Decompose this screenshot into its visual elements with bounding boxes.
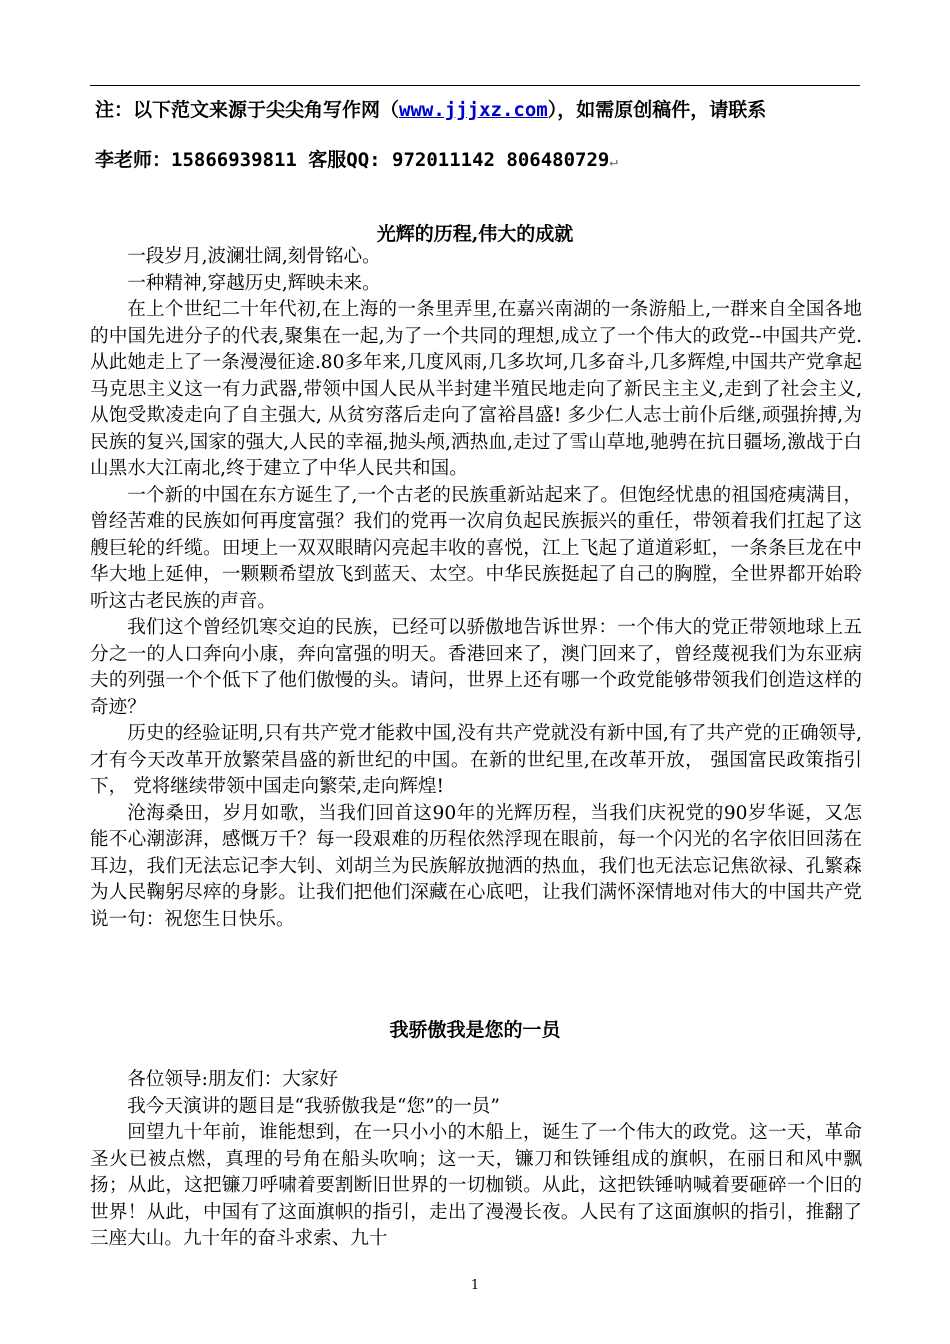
- article1-body: [90, 244, 862, 933]
- contact-line: [95, 148, 875, 174]
- article2-paragraph: 各位领导:朋友们：大家好: [127, 1069, 338, 1090]
- article2-title: 我骄傲我是您的一员: [389, 1019, 561, 1041]
- article2-body: [90, 1067, 862, 1253]
- contact-text: 李老师：15866939811 客服QQ: 972011142 806480729: [95, 149, 610, 171]
- source-link[interactable]: www.jjjxz.com: [399, 99, 548, 121]
- source-note: [95, 98, 875, 122]
- article2-paragraph: 我今天演讲的题目是“我骄傲我是“您”的一员”: [127, 1095, 500, 1117]
- article1-paragraph: 一段岁月,波澜壮阔,刻骨铭心。: [127, 246, 381, 267]
- article1-paragraph: 一个新的中国在东方诞生了,一个古老的民族重新站起来了。但饱经忧患的祖国疮痍满目，曾经苦难的民族如何再度富强？我们的党再一次肩负起民族振兴的重任，带领着我们扛起了这艘巨轮的纤缆。田埂上一双双眼睛闪亮起丰收的喜悦，江上飞起了道道彩虹，一条条巨龙在中华大地上延伸，一颗颗希望放飞到蓝天、太空。中华民族挺起了自己的胸膛，全世界都开始聆听这古老民族的声音。: [90, 484, 862, 612]
- header-rule: [90, 85, 860, 86]
- paragraph-mark: ↵: [609, 154, 618, 170]
- article1-paragraph: 沧海桑田，岁月如歌，当我们回首这90年的光辉历程，当我们庆祝党的90岁华诞，又怎能不心潮澎湃，感慨万千？每一段艰难的历程依然浮现在眼前，每一个闪光的名字依旧回荡在耳边，我们无法忘记李大钊、刘胡兰为民族解放抛洒的热血，我们也无法忘记焦欲禄、孔繁森为人民鞠躬尽瘁的身影。让我们把他们深藏在心底吧，让我们满怀深情地对伟大的中国共产党说一句：祝您生日快乐。: [90, 802, 862, 930]
- article1-title: 光辉的历程,伟大的成就: [376, 223, 574, 245]
- article1-paragraph: 历史的经验证明,只有共产党才能救中国,没有共产党就没有新中国,有了共产党的正确领导,才有今天改革开放繁荣昌盛的新世纪的中国。在新的世纪里,在改革开放， 强国富民政策指引下， 党将继续带领中国走向繁荣,走向辉煌!: [90, 723, 862, 797]
- article1-paragraph: 在上个世纪二十年代初,在上海的一条里弄里,在嘉兴南湖的一条游船上,一群来自全国各地的中国先进分子的代表,聚集在一起,为了一个共同的理想,成立了一个伟大的政党--中国共产党.从此她走上了一条漫漫征途.80多年来,几度风雨,几多坎坷,几多奋斗,几多辉煌,中国共产党拿起马克思主义这一有力武器,带领中国人民从半封建半殖民地走向了新民主主义,走到了社会主义,从饱受欺凌走向了自主强大, 从贫穷落后走向了富裕昌盛! 多少仁人志士前仆后继,顽强拚搏,为民族的复兴,国家的强大,人民的幸福,抛头颅,洒热血,走过了雪山草地,驰骋在抗日疆场,激战于白山黑水大江南北,终于建立了中华人民共和国。: [90, 299, 862, 479]
- page-number: 1: [470, 1278, 480, 1293]
- article2-paragraph: 回望九十年前，谁能想到，在一只小小的木船上，诞生了一个伟大的政党。这一天，革命圣火已被点燃，真理的号角在船头吹响；这一天，镰刀和铁锤组成的旗帜，在丽日和风中飘扬；从此，这把镰刀呼啸着要割断旧世界的一切枷锁。从此，这把铁锤呐喊着要砸碎一个旧的世界！从此，中国有了这面旗帜的指引，走出了漫漫长夜。人民有了这面旗帜的指引，推翻了三座大山。九十年的奋斗求索、九十: [90, 1122, 862, 1249]
- source-note-suffix: ），如需原创稿件，请联系: [547, 99, 767, 121]
- article1-paragraph: 我们这个曾经饥寒交迫的民族，已经可以骄傲地告诉世界：一个伟大的党正带领地球上五分之一的人口奔向小康，奔向富强的明天。香港回来了，澳门回来了，曾经蔑视我们为东亚病夫的列强一个个低下了他们傲慢的头。请问，世界上还有哪一个政党能够带领我们创造这样的奇迹？: [90, 617, 862, 718]
- source-note-prefix: 注：以下范文来源于尖尖角写作网（: [95, 99, 400, 121]
- article1-paragraph: 一种精神,穿越历史,辉映未来。: [127, 272, 381, 294]
